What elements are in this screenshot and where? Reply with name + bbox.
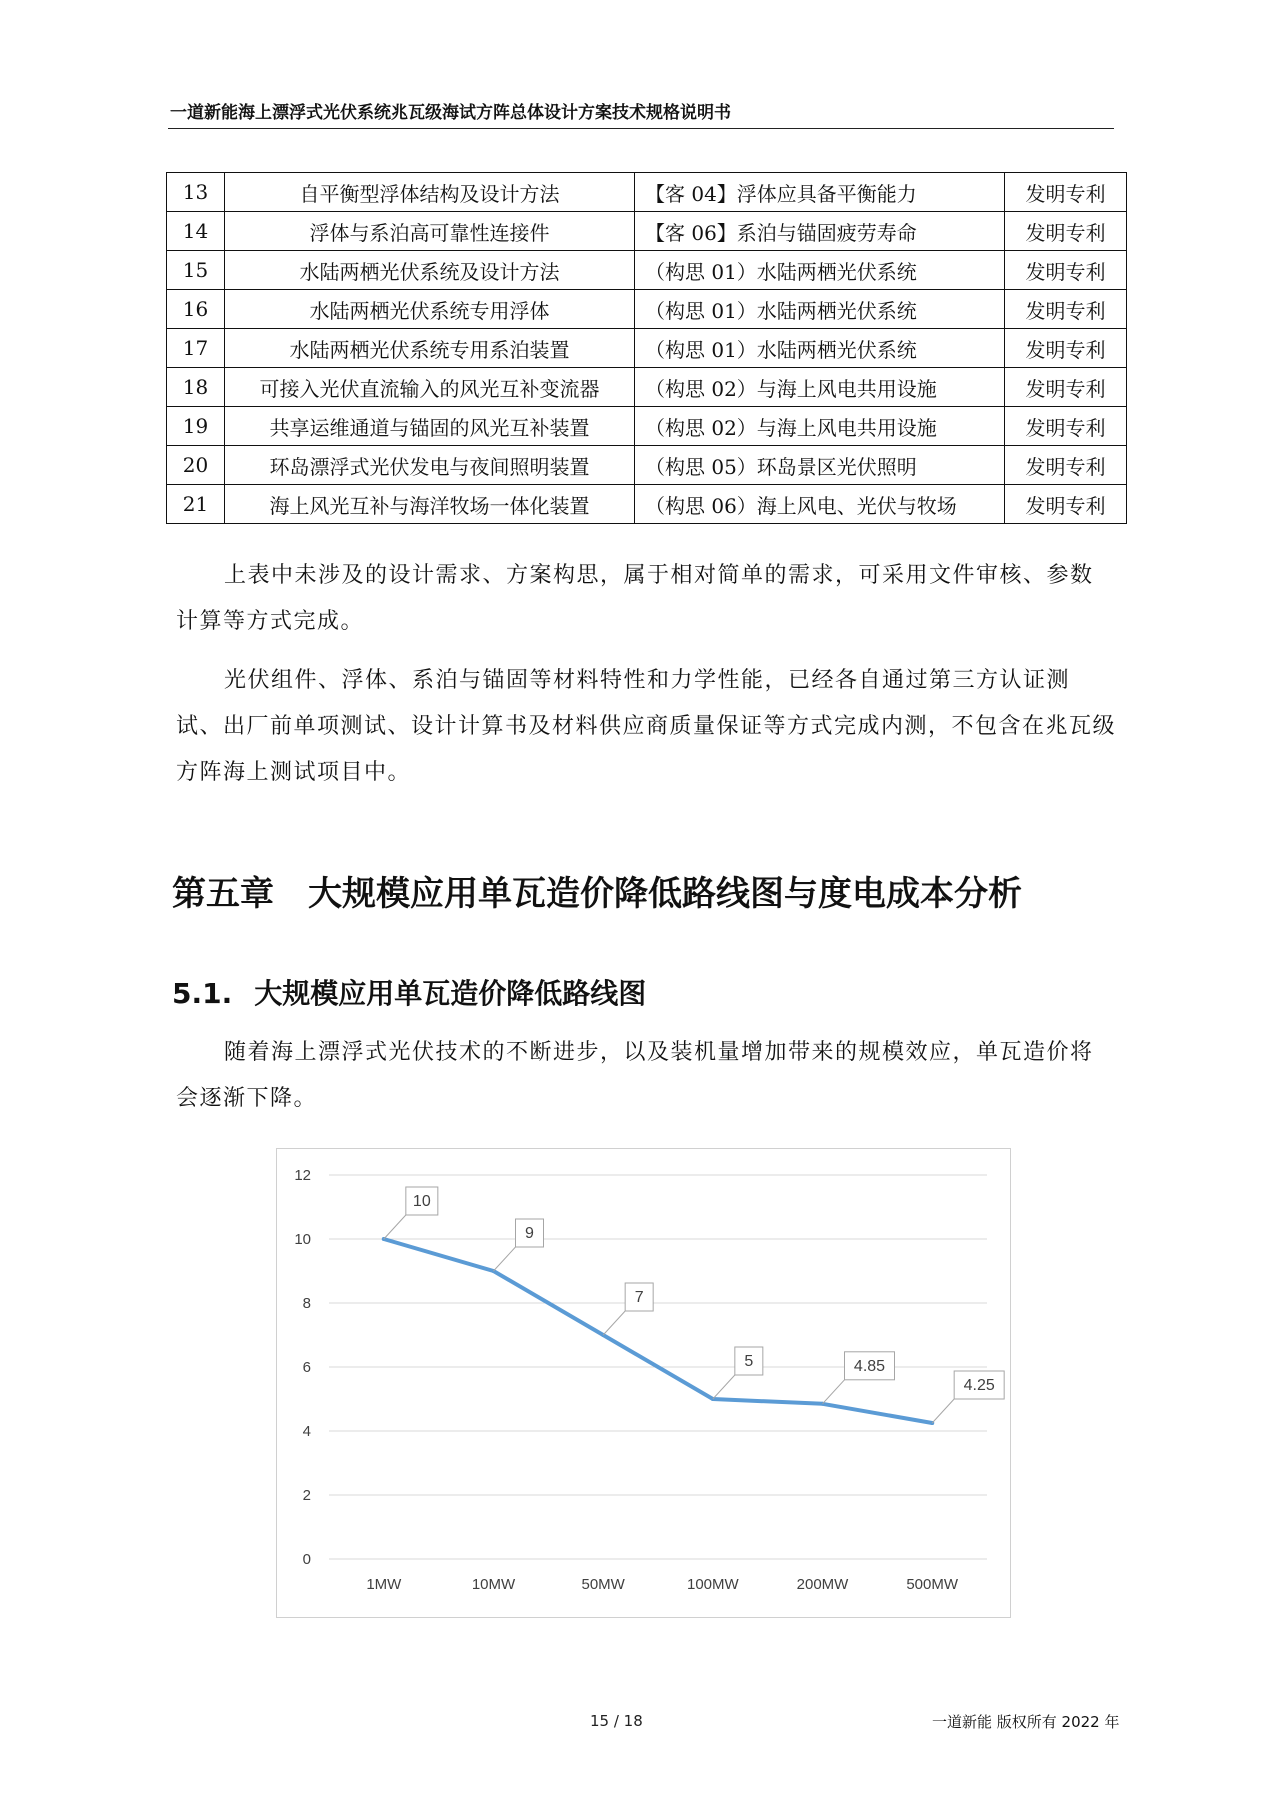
table-cell-source-requirement: 【客 04】浮体应具备平衡能力 bbox=[635, 173, 1005, 212]
data-label-leader bbox=[603, 1311, 625, 1335]
table-cell-source-requirement: （构思 01）水陆两栖光伏系统 bbox=[635, 251, 1005, 290]
data-label-leader bbox=[713, 1375, 735, 1399]
table-cell-source-requirement: （构思 05）环岛景区光伏照明 bbox=[635, 446, 1005, 485]
table-cell-patent-type: 发明专利 bbox=[1005, 485, 1127, 524]
table-cell-row-number: 14 bbox=[167, 212, 225, 251]
page-number: 15 / 18 bbox=[590, 1712, 643, 1730]
paragraph-2 bbox=[176, 658, 1116, 796]
table-row bbox=[167, 368, 1127, 407]
footer-copyright: 一道新能 版权所有 2022 年 bbox=[932, 1713, 1120, 1731]
section-heading bbox=[172, 972, 646, 1012]
chapter-heading bbox=[172, 866, 1022, 915]
table-row bbox=[167, 251, 1127, 290]
data-label-leader bbox=[932, 1399, 954, 1423]
table-row bbox=[167, 329, 1127, 368]
table-cell-row-number: 19 bbox=[167, 407, 225, 446]
cost-roadmap-chart bbox=[276, 1148, 1011, 1618]
table-cell-row-number: 15 bbox=[167, 251, 225, 290]
table-cell-patent-type: 发明专利 bbox=[1005, 446, 1127, 485]
table-cell-patent-type: 发明专利 bbox=[1005, 329, 1127, 368]
table-cell-patent-name: 水陆两栖光伏系统及设计方法 bbox=[225, 251, 635, 290]
y-tick-label: 4 bbox=[302, 1423, 311, 1440]
table-cell-row-number: 20 bbox=[167, 446, 225, 485]
x-tick-label: 100MW bbox=[686, 1576, 739, 1593]
data-label-leader bbox=[494, 1247, 516, 1271]
table-cell-row-number: 16 bbox=[167, 290, 225, 329]
table-cell-patent-type: 发明专利 bbox=[1005, 173, 1127, 212]
data-label-leader bbox=[384, 1215, 406, 1239]
series-line bbox=[384, 1239, 932, 1423]
table-row bbox=[167, 212, 1127, 251]
paragraph-3-text: 随着海上漂浮式光伏技术的不断进步，以及装机量增加带来的规模效应，单瓦造价将会逐渐下降。 bbox=[176, 1040, 1094, 1111]
paragraph-3 bbox=[176, 1030, 1116, 1122]
x-tick-label: 10MW bbox=[471, 1576, 516, 1593]
y-tick-label: 12 bbox=[294, 1167, 311, 1184]
table-cell-patent-name: 共享运维通道与锚固的风光互补装置 bbox=[225, 407, 635, 446]
paragraph-1 bbox=[176, 553, 1116, 645]
chapter-title: 大规模应用单瓦造价降低路线图与度电成本分析 bbox=[308, 874, 1022, 914]
table-cell-patent-name: 水陆两栖光伏系统专用浮体 bbox=[225, 290, 635, 329]
y-tick-label: 6 bbox=[302, 1359, 311, 1376]
table-cell-patent-name: 环岛漂浮式光伏发电与夜间照明装置 bbox=[225, 446, 635, 485]
document-header-title: 一道新能海上漂浮式光伏系统兆瓦级海试方阵总体设计方案技术规格说明书 bbox=[170, 103, 731, 123]
table-row bbox=[167, 407, 1127, 446]
patent-table bbox=[166, 172, 1127, 524]
table-cell-patent-name: 可接入光伏直流输入的风光互补变流器 bbox=[225, 368, 635, 407]
paragraph-2-text: 光伏组件、浮体、系泊与锚固等材料特性和力学性能，已经各自通过第三方认证测试、出厂前单项测试、设计计算书及材料供应商质量保证等方式完成内测，不包含在兆瓦级方阵海上测试项目中。 bbox=[176, 668, 1117, 785]
table-row bbox=[167, 485, 1127, 524]
table-cell-patent-name: 海上风光互补与海洋牧场一体化装置 bbox=[225, 485, 635, 524]
table-cell-row-number: 21 bbox=[167, 485, 225, 524]
data-label: 4.25 bbox=[963, 1377, 995, 1394]
y-tick-label: 2 bbox=[302, 1487, 311, 1504]
table-cell-source-requirement: （构思 02）与海上风电共用设施 bbox=[635, 407, 1005, 446]
table-cell-source-requirement: 【客 06】系泊与锚固疲劳寿命 bbox=[635, 212, 1005, 251]
table-cell-patent-type: 发明专利 bbox=[1005, 290, 1127, 329]
table-cell-source-requirement: （构思 01）水陆两栖光伏系统 bbox=[635, 329, 1005, 368]
data-label: 4.85 bbox=[853, 1357, 886, 1375]
table-cell-source-requirement: （构思 02）与海上风电共用设施 bbox=[635, 368, 1005, 407]
table-row bbox=[167, 173, 1127, 212]
table-cell-source-requirement: （构思 01）水陆两栖光伏系统 bbox=[635, 290, 1005, 329]
y-tick-label: 8 bbox=[302, 1295, 311, 1312]
paragraph-1-text: 上表中未涉及的设计需求、方案构思，属于相对简单的需求，可采用文件审核、参数计算等方式完成。 bbox=[176, 563, 1094, 634]
chart-svg bbox=[277, 1149, 1012, 1619]
y-tick-label: 0 bbox=[302, 1551, 311, 1568]
data-label: 10 bbox=[412, 1193, 431, 1210]
data-label: 7 bbox=[634, 1289, 644, 1306]
x-tick-label: 500MW bbox=[906, 1576, 959, 1593]
table-cell-patent-name: 自平衡型浮体结构及设计方法 bbox=[225, 173, 635, 212]
header-rule bbox=[168, 128, 1114, 129]
table-row bbox=[167, 446, 1127, 485]
data-label: 5 bbox=[744, 1353, 754, 1370]
table-cell-source-requirement: （构思 06）海上风电、光伏与牧场 bbox=[635, 485, 1005, 524]
data-label-leader bbox=[823, 1380, 845, 1404]
table-cell-row-number: 18 bbox=[167, 368, 225, 407]
table-cell-patent-name: 浮体与系泊高可靠性连接件 bbox=[225, 212, 635, 251]
y-tick-label: 10 bbox=[294, 1231, 311, 1248]
table-cell-patent-name: 水陆两栖光伏系统专用系泊装置 bbox=[225, 329, 635, 368]
section-number: 5.1. bbox=[172, 977, 233, 1010]
section-title: 大规模应用单瓦造价降低路线图 bbox=[254, 977, 647, 1010]
table-cell-row-number: 13 bbox=[167, 173, 225, 212]
table-row bbox=[167, 290, 1127, 329]
table-cell-patent-type: 发明专利 bbox=[1005, 407, 1127, 446]
chapter-number: 第五章 bbox=[172, 874, 274, 914]
x-tick-label: 50MW bbox=[581, 1576, 625, 1593]
x-tick-label: 200MW bbox=[796, 1576, 849, 1593]
table-cell-patent-type: 发明专利 bbox=[1005, 251, 1127, 290]
table-cell-row-number: 17 bbox=[167, 329, 225, 368]
data-label: 9 bbox=[525, 1225, 534, 1242]
x-tick-label: 1MW bbox=[366, 1576, 402, 1593]
table-cell-patent-type: 发明专利 bbox=[1005, 212, 1127, 251]
table-cell-patent-type: 发明专利 bbox=[1005, 368, 1127, 407]
